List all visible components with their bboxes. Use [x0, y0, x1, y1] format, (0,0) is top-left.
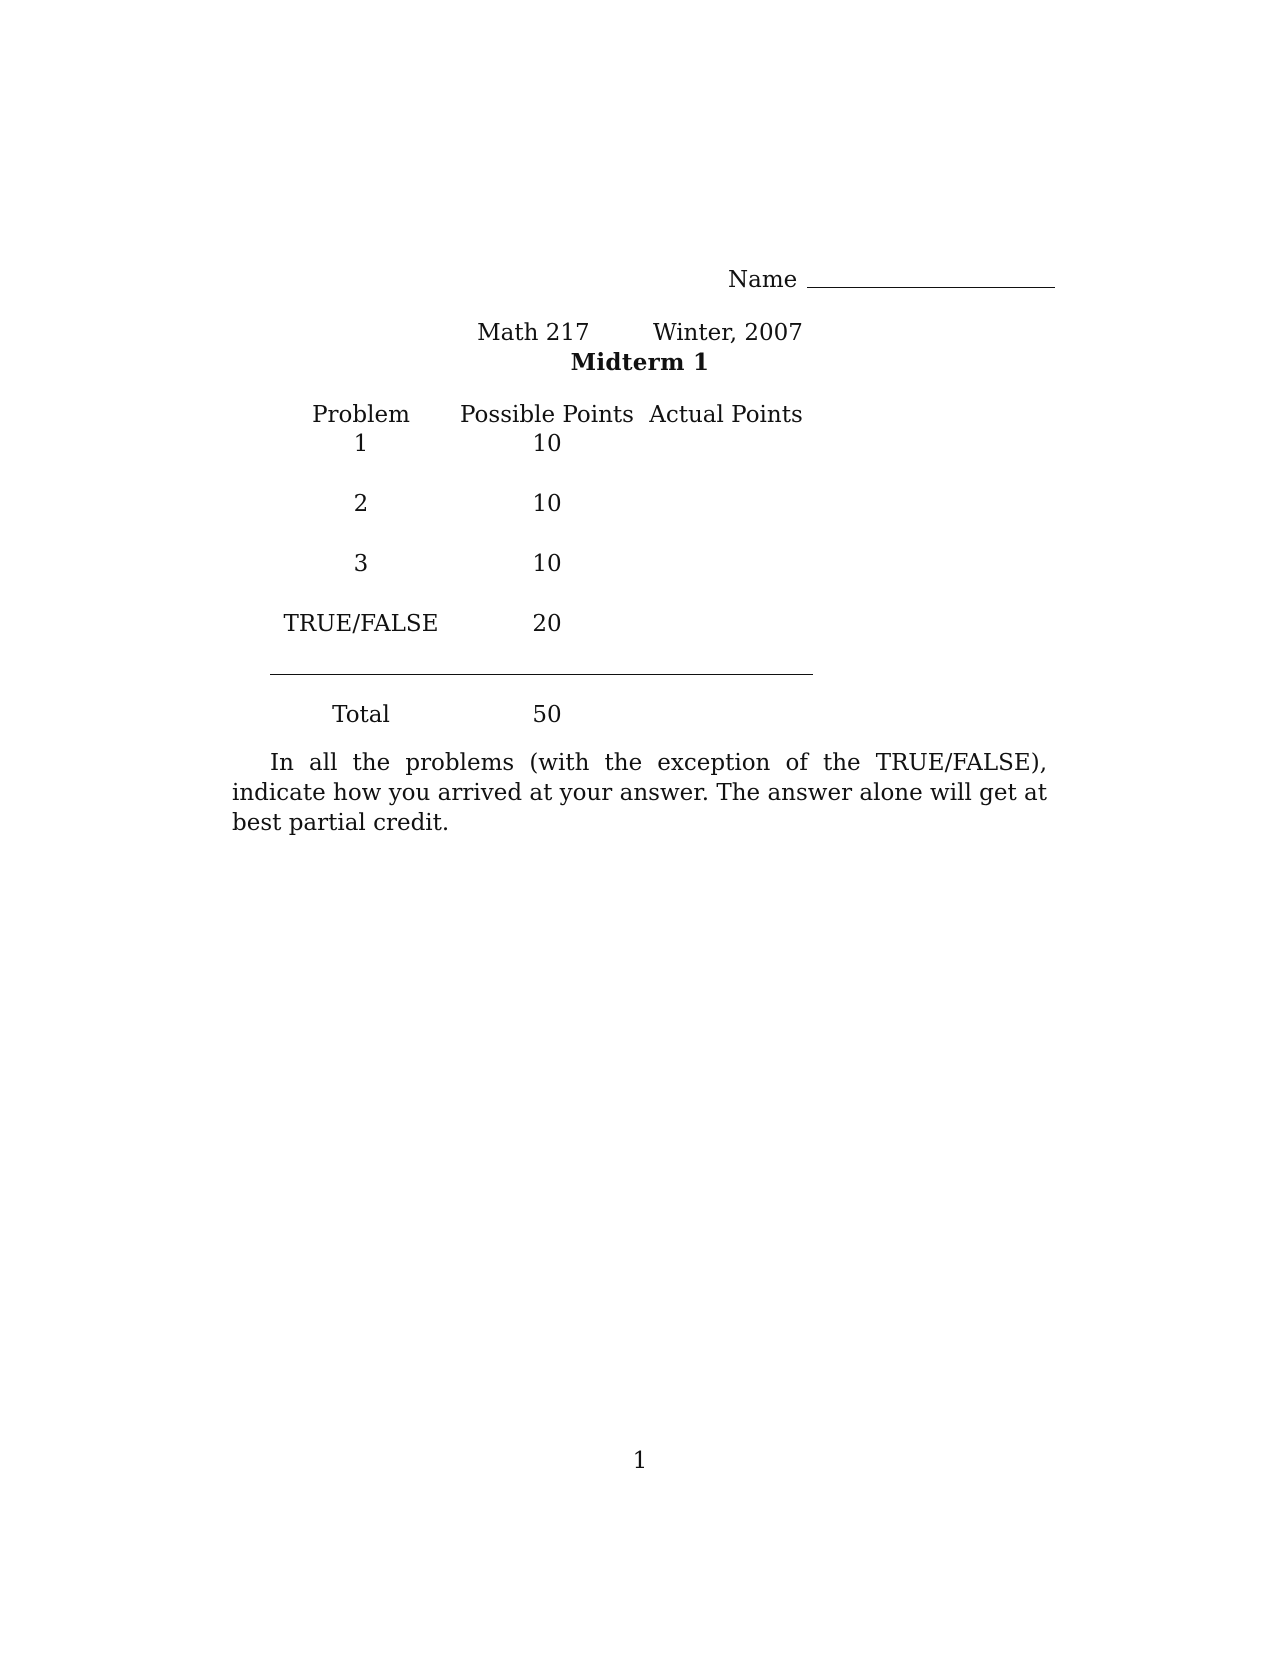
name-blank-line[interactable] — [807, 287, 1055, 288]
course-line — [0, 318, 1280, 348]
name-field — [728, 266, 1055, 294]
course-header — [0, 318, 1280, 378]
problem-cell: TRUE/FALSE — [283, 611, 439, 637]
instructions-paragraph: In all the problems (with the exception of the TRUE/FALSE), indicate how you arrived at your answer. The answer alone will get at best partial credit. — [232, 750, 1047, 836]
possible-points-cell: 10 — [532, 491, 562, 517]
possible-points-cell: 10 — [532, 431, 562, 457]
possible-points-cell: 10 — [532, 551, 562, 577]
problem-cell: 2 — [353, 491, 369, 517]
column-header-actual-points: Actual Points — [649, 402, 803, 428]
column-header-problem: Problem — [312, 402, 410, 428]
total-label: Total — [332, 702, 390, 728]
page-number: 1 — [632, 1448, 648, 1474]
name-label: Name — [728, 267, 798, 293]
course-code: Math 217 — [477, 320, 590, 346]
exam-title: Midterm 1 — [570, 349, 710, 376]
possible-points-cell: 20 — [532, 611, 562, 637]
total-possible-points: 50 — [532, 702, 562, 728]
table-divider — [270, 674, 813, 675]
column-header-possible-points: Possible Points — [460, 402, 634, 428]
problem-cell: 3 — [353, 551, 369, 577]
course-term: Winter, 2007 — [652, 320, 803, 346]
problem-cell: 1 — [353, 431, 369, 457]
